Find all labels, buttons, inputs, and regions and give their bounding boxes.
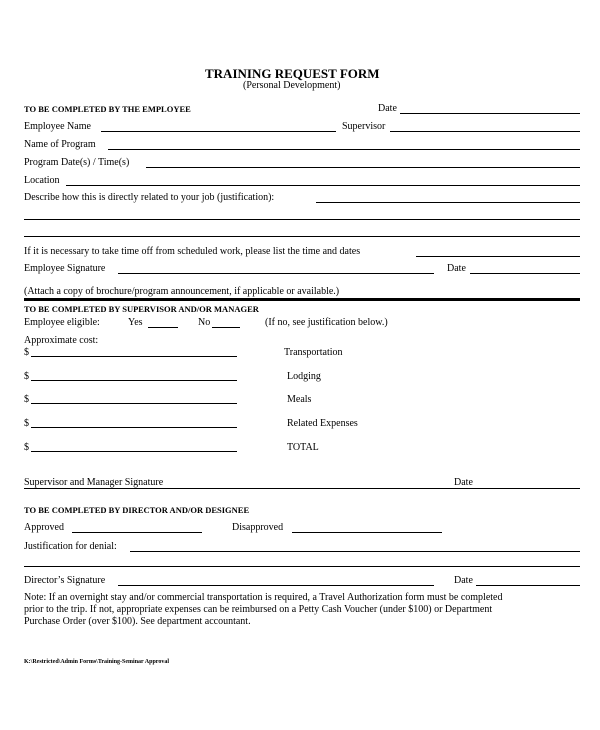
dollar-sign: $	[24, 418, 29, 429]
employee-section-header: TO BE COMPLETED BY THE EMPLOYEE	[24, 104, 191, 114]
cost-item-related-expenses: Related Expenses	[287, 418, 358, 429]
approved-label: Approved	[24, 522, 64, 533]
eligible-note: (If no, see justification below.)	[265, 317, 388, 328]
supervisor-signature-field[interactable]	[24, 488, 434, 489]
director-date-field[interactable]	[476, 585, 580, 586]
supervisor-date-field[interactable]	[434, 488, 580, 489]
director-signature-label: Director’s Signature	[24, 575, 106, 586]
no-label: No	[198, 317, 211, 328]
related-expenses-cost-field[interactable]	[31, 427, 237, 428]
date-label: Date	[378, 103, 397, 114]
form-subtitle: (Personal Development)	[243, 80, 341, 91]
denial-field-1[interactable]	[130, 551, 580, 552]
eligible-label: Employee eligible:	[24, 317, 100, 328]
supervisor-date-label: Date	[454, 477, 473, 488]
dollar-sign: $	[24, 394, 29, 405]
denial-label: Justification for denial:	[24, 541, 117, 552]
employee-signature-label: Employee Signature	[24, 263, 106, 274]
employee-signature-date-label: Date	[447, 263, 466, 274]
program-dates-label: Program Date(s) / Time(s)	[24, 157, 130, 168]
disapproved-label: Disapproved	[232, 522, 284, 533]
employee-name-label: Employee Name	[24, 121, 91, 132]
approx-cost-label: Approximate cost:	[24, 335, 99, 346]
dollar-sign: $	[24, 371, 29, 382]
note-line-2: prior to the trip. If not, appropriate expenses can be reimbursed on a Petty Cash Voucher (under $100) or Department	[24, 604, 493, 615]
program-name-label: Name of Program	[24, 139, 96, 150]
yes-label: Yes	[128, 317, 143, 328]
employee-signature-date-field[interactable]	[470, 273, 580, 274]
location-field[interactable]	[66, 185, 580, 186]
program-dates-field[interactable]	[146, 167, 580, 168]
program-name-field[interactable]	[108, 149, 580, 150]
director-date-label: Date	[454, 575, 473, 586]
justification-field-2[interactable]	[24, 219, 580, 220]
transportation-cost-field[interactable]	[31, 356, 237, 357]
note-line-3: Purchase Order (over $100). See department accountant.	[24, 616, 251, 627]
supervisor-signature-label: Supervisor and Manager Signature	[24, 477, 164, 488]
note-line-1: Note: If an overnight stay and/or commercial transportation is required, a Travel Authorization form must be completed	[24, 592, 503, 603]
justification-label: Describe how this is directly related to your job (justification):	[24, 192, 275, 203]
denial-field-2[interactable]	[24, 566, 580, 567]
supervisor-section-header: TO BE COMPLETED BY SUPERVISOR AND/OR MANAGER	[24, 304, 259, 314]
supervisor-field[interactable]	[390, 131, 580, 132]
cost-item-meals: Meals	[287, 394, 312, 405]
yes-field[interactable]	[148, 327, 178, 328]
form-title: TRAINING REQUEST FORM	[205, 66, 380, 81]
director-section-header: TO BE COMPLETED BY DIRECTOR AND/OR DESIGNEE	[24, 505, 250, 515]
date-field[interactable]	[400, 113, 580, 114]
cost-item-lodging: Lodging	[287, 371, 321, 382]
footer-file-path: K:\Restricted\Admin Forms\Training-Seminar Approval	[24, 659, 169, 665]
approved-field[interactable]	[72, 532, 202, 533]
disapproved-field[interactable]	[292, 532, 442, 533]
employee-signature-field[interactable]	[118, 273, 434, 274]
justification-field-1[interactable]	[316, 202, 580, 203]
dollar-sign: $	[24, 442, 29, 453]
total-cost-field[interactable]	[31, 451, 237, 452]
time-off-label: If it is necessary to take time off from scheduled work, please list the time and dates	[24, 246, 361, 257]
attach-note: (Attach a copy of brochure/program announcement, if applicable or available.)	[24, 286, 340, 297]
time-off-field[interactable]	[416, 256, 580, 257]
no-field[interactable]	[212, 327, 240, 328]
dollar-sign: $	[24, 347, 29, 358]
location-label: Location	[24, 175, 60, 186]
meals-cost-field[interactable]	[31, 403, 237, 404]
section-divider	[24, 298, 580, 301]
cost-item-total: TOTAL	[287, 442, 319, 453]
supervisor-label: Supervisor	[342, 121, 386, 132]
cost-item-transportation: Transportation	[284, 347, 343, 358]
justification-field-3[interactable]	[24, 236, 580, 237]
employee-name-field[interactable]	[101, 131, 336, 132]
director-signature-field[interactable]	[118, 585, 434, 586]
lodging-cost-field[interactable]	[31, 380, 237, 381]
